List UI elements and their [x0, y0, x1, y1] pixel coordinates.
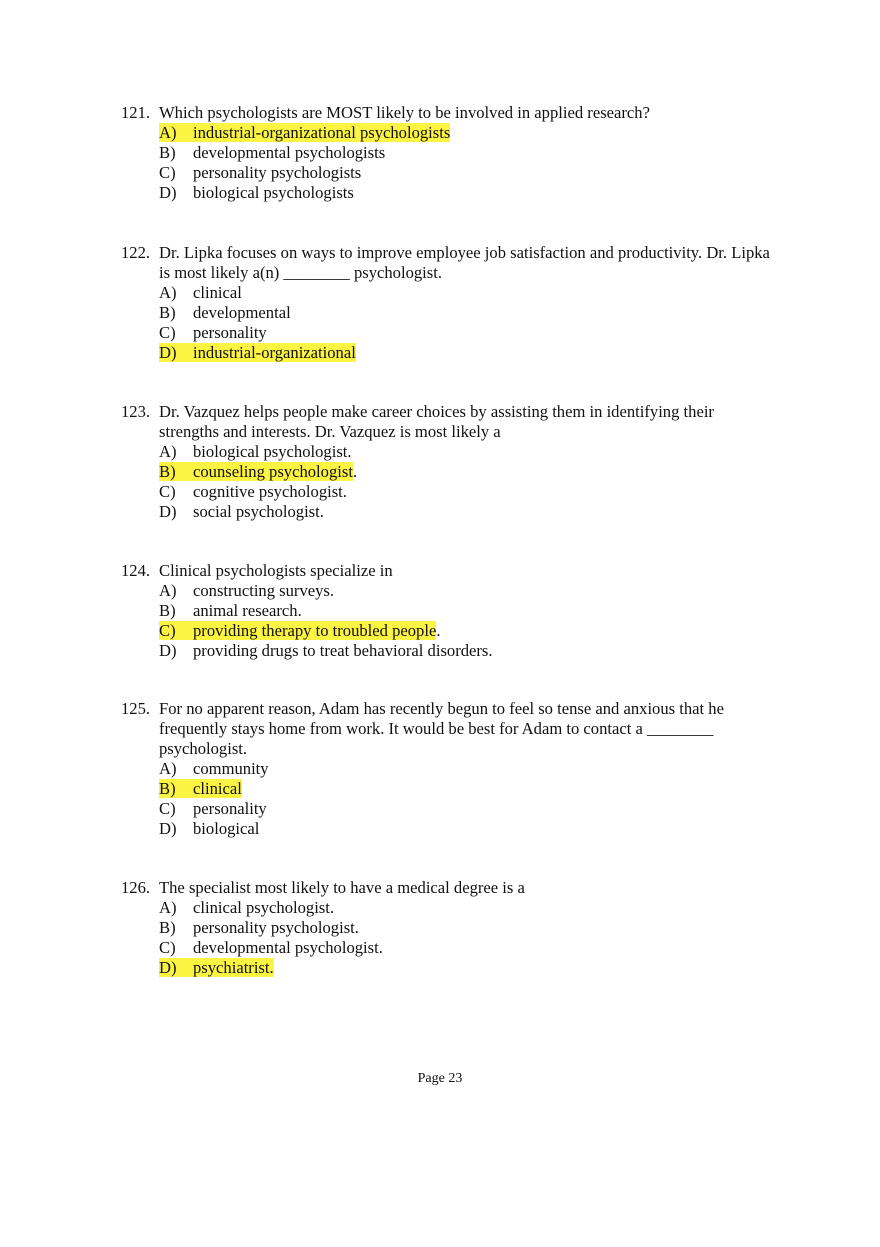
option-text: personality psychologists — [193, 163, 362, 182]
answer-highlight — [159, 343, 356, 362]
answer-option — [159, 938, 771, 958]
answer-option — [159, 898, 771, 918]
question-stem: The specialist most likely to have a medical degree is a — [159, 878, 525, 897]
option-text: developmental psychologists — [193, 143, 386, 162]
option-text: biological — [193, 819, 260, 838]
option-text: personality psychologist. — [193, 918, 359, 937]
question-number: 122. — [121, 243, 151, 262]
option-text: psychiatrist. — [193, 958, 274, 977]
question-stem: For no apparent reason, Adam has recently begun to feel so tense and anxious that he frequently stays home from work. It would be best for Adam to contact a ________ psychologist. — [159, 699, 724, 758]
answer-option — [159, 799, 771, 819]
option-letter: B) — [159, 601, 176, 620]
option-text: animal research. — [193, 601, 302, 620]
option-letter: A) — [159, 283, 177, 302]
option-letter: D) — [159, 343, 177, 362]
answer-option — [159, 918, 771, 938]
question-121 — [121, 103, 771, 203]
option-letter: C) — [159, 163, 176, 182]
option-letter: B) — [159, 779, 176, 798]
option-letter: C) — [159, 323, 176, 342]
question-124 — [121, 561, 771, 661]
question-126 — [121, 878, 771, 978]
option-letter: A) — [159, 442, 177, 461]
option-letter: B) — [159, 462, 176, 481]
answer-option — [159, 303, 771, 323]
option-text: providing therapy to troubled people — [193, 621, 437, 640]
question-stem: Dr. Vazquez helps people make career choices by assisting them in identifying their strengths and interests. Dr. Vazquez is most likely a — [159, 402, 714, 441]
option-text: constructing surveys. — [193, 581, 335, 600]
answer-option — [159, 183, 771, 203]
option-text: cognitive psychologist. — [193, 482, 347, 501]
option-letter: A) — [159, 123, 177, 142]
question-stem: Clinical psychologists specialize in — [159, 561, 393, 580]
answer-option — [159, 759, 771, 779]
answer-option — [159, 323, 771, 343]
question-stem: Which psychologists are MOST likely to be involved in applied research? — [159, 103, 650, 122]
answer-option — [159, 641, 771, 661]
option-tail: . — [436, 621, 441, 640]
answer-option — [159, 442, 771, 462]
answer-option — [159, 283, 771, 303]
option-tail: . — [352, 462, 358, 481]
answer-option — [159, 163, 771, 183]
question-122 — [121, 243, 771, 363]
question-number: 121. — [121, 103, 151, 122]
option-letter: D) — [159, 819, 177, 838]
answer-highlight — [159, 958, 274, 977]
question-123 — [121, 402, 771, 522]
option-letter: C) — [159, 938, 176, 957]
option-letter: D) — [159, 641, 177, 660]
answer-option — [159, 462, 771, 482]
option-text: industrial-organizational — [193, 343, 356, 362]
option-letter: C) — [159, 799, 176, 818]
option-letter: C) — [159, 621, 176, 640]
option-text: personality — [193, 323, 267, 342]
option-text: counseling psychologist — [193, 462, 353, 481]
option-text: industrial-organizational psychologists — [193, 123, 451, 142]
option-text: clinical psychologist. — [193, 898, 335, 917]
option-letter: B) — [159, 303, 176, 322]
option-letter: A) — [159, 898, 177, 917]
option-text: developmental — [193, 303, 291, 322]
option-text: social psychologist. — [193, 502, 324, 521]
answer-option — [159, 502, 771, 522]
question-number: 126. — [121, 878, 151, 897]
option-letter: B) — [159, 143, 176, 162]
question-stem: Dr. Lipka focuses on ways to improve employee job satisfaction and productivity. Dr. Lipka is most likely a(n) ________ psychologist. — [159, 243, 770, 282]
option-text: personality — [193, 799, 267, 818]
option-text: biological psychologists — [193, 183, 354, 202]
option-letter: A) — [159, 759, 177, 778]
answer-option — [159, 779, 771, 799]
answer-option — [159, 343, 771, 363]
option-text: clinical — [193, 779, 242, 798]
answer-option — [159, 601, 771, 621]
answer-highlight — [159, 621, 436, 640]
answer-option — [159, 958, 771, 978]
answer-option — [159, 482, 771, 502]
option-text: providing drugs to treat behavioral disorders. — [193, 641, 493, 660]
answer-highlight — [159, 462, 353, 481]
option-letter: D) — [159, 183, 177, 202]
answer-highlight — [159, 779, 242, 798]
option-text: biological psychologist. — [193, 442, 352, 461]
option-text: developmental psychologist. — [193, 938, 383, 957]
option-text: clinical — [193, 283, 242, 302]
option-text: community — [193, 759, 269, 778]
question-number: 125. — [121, 699, 151, 718]
option-letter: B) — [159, 918, 176, 937]
option-letter: D) — [159, 958, 177, 977]
question-number: 124. — [121, 561, 151, 580]
option-letter: A) — [159, 581, 177, 600]
answer-option — [159, 819, 771, 839]
answer-option — [159, 621, 771, 641]
page-number: Page 23 — [417, 1071, 463, 1086]
answer-option — [159, 123, 771, 143]
answer-option — [159, 143, 771, 163]
answer-highlight — [159, 123, 450, 142]
question-number: 123. — [121, 402, 151, 421]
option-letter: D) — [159, 502, 177, 521]
question-125 — [121, 699, 771, 839]
option-letter: C) — [159, 482, 176, 501]
answer-option — [159, 581, 771, 601]
